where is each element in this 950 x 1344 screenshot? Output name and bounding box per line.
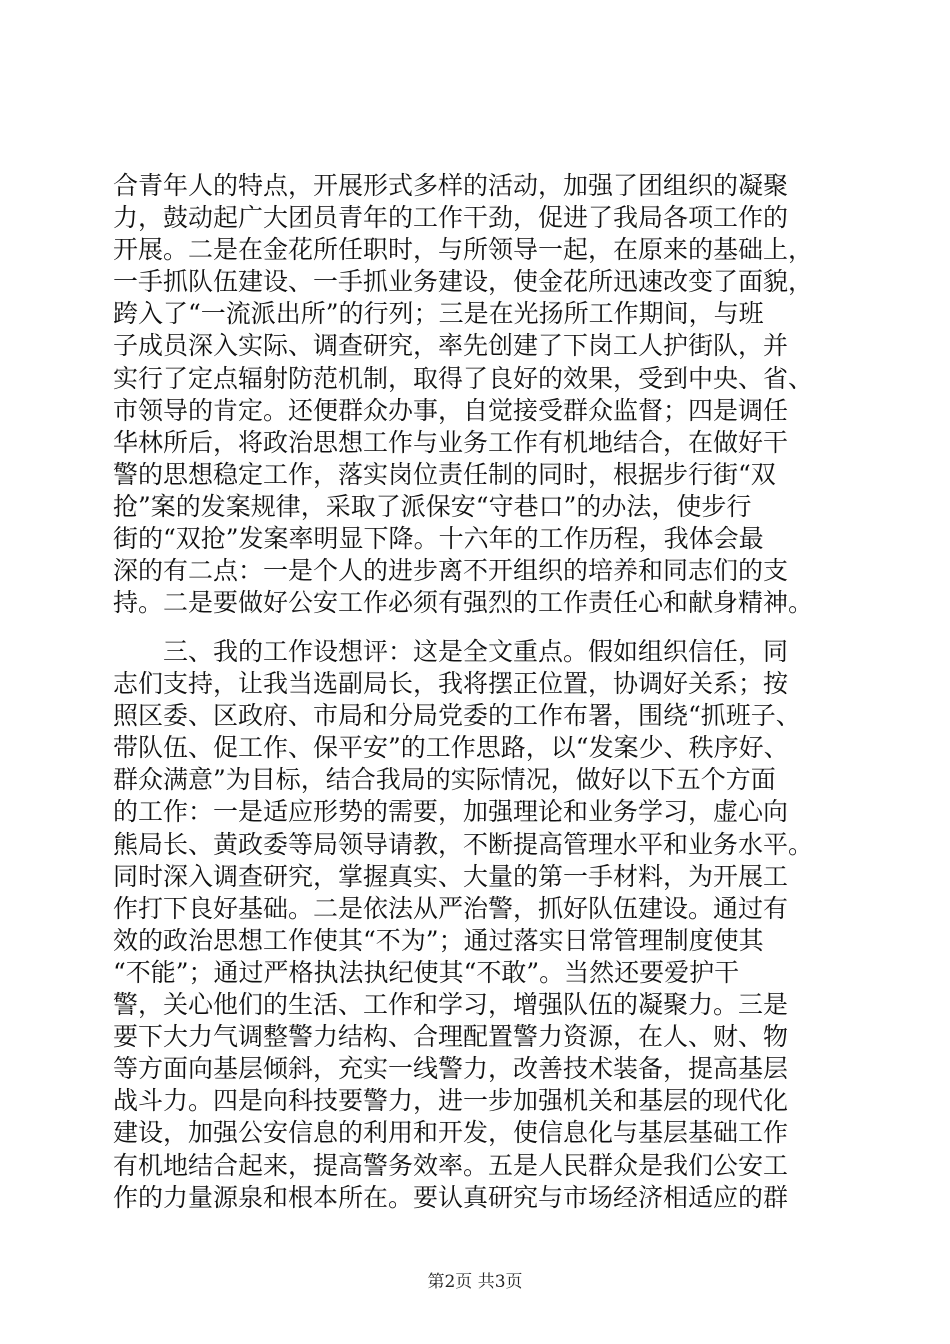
text-line: 群众满意”为目标，结合我局的实际情况，做好以下五个方面 <box>113 765 776 795</box>
text-line: 三、我的工作设想评：这是全文重点。假如组织信任，同 <box>113 637 789 666</box>
text-line: 力，鼓动起广大团员青年的工作干劲，促进了我局各项工作的 <box>113 203 789 233</box>
text-line: 深的有二点：一是个人的进步离不开组织的培养和同志们的支 <box>113 556 789 586</box>
text-line: 合青年人的特点，开展形式多样的活动，加强了团组织的凝聚 <box>113 171 789 200</box>
text-line: 建设，加强公安信息的利用和开发，使信息化与基层基础工作 <box>113 1118 789 1148</box>
text-line: 的工作：一是适应形势的需要，加强理论和业务学习，虚心向 <box>113 797 789 827</box>
text-line: “不能”；通过严格执法执纪使其“不敢”。当然还要爱护干 <box>113 957 740 987</box>
text-line: 警的思想稳定工作，落实岗位责任制的同时，根据步行街“双 <box>113 459 776 489</box>
text-line: 市领导的肯定。还便群众办事，自觉接受群众监督；四是调任 <box>113 395 789 425</box>
paragraph-work-plan <box>113 636 843 1214</box>
text-line: 等方面向基层倾斜，充实一线警力，改善技术装备，提高基层 <box>113 1054 789 1084</box>
text-line: 作打下良好基础。二是依法从严治警，抓好队伍建设。通过有 <box>113 893 789 923</box>
text-line: 作的力量源泉和根本所在。要认真研究与市场经济相适应的群 <box>113 1182 789 1212</box>
text-line: 照区委、区政府、市局和分局党委的工作布署，围绕“抓班子、 <box>113 701 801 731</box>
text-line: 持。二是要做好公安工作必须有强烈的工作责任心和献身精神。 <box>113 588 814 618</box>
text-line: 有机地结合起来，提高警务效率。五是人民群众是我们公安工 <box>113 1150 789 1180</box>
paragraph-achievements <box>113 170 843 619</box>
text-line: 同时深入调查研究，掌握真实、大量的第一手材料，为开展工 <box>113 861 789 891</box>
page-number-footer: 第2页 共3页 <box>427 1272 523 1292</box>
text-line: 熊局长、黄政委等局领导请教，不断提高管理水平和业务水平。 <box>113 829 814 859</box>
text-line: 开展。二是在金花所任职时，与所领导一起，在原来的基础上， <box>113 235 814 265</box>
text-line: 抢”案的发案规律，采取了派保安“守巷口”的办法，使步行 <box>113 491 752 521</box>
text-line: 华林所后，将政治思想工作与业务工作有机地结合，在做好干 <box>113 427 789 457</box>
text-line: 实行了定点辐射防范机制，取得了良好的效果，受到中央、省、 <box>113 363 814 393</box>
text-line: 效的政治思想工作使其“不为”；通过落实日常管理制度使其 <box>113 925 764 955</box>
text-line: 街的“双抢”发案率明显下降。十六年的工作历程，我体会最 <box>113 524 764 554</box>
text-line: 要下大力气调整警力结构、合理配置警力资源，在人、财、物 <box>113 1022 789 1052</box>
text-line: 跨入了“一流派出所”的行列；三是在光扬所工作期间，与班 <box>113 299 764 329</box>
text-line: 警，关心他们的生活、工作和学习，增强队伍的凝聚力。三是 <box>113 990 789 1020</box>
text-line: 志们支持，让我当选副局长，我将摆正位置，协调好关系；按 <box>113 669 789 699</box>
text-line: 带队伍、促工作、保平安”的工作思路，以“发案少、秩序好、 <box>113 733 789 763</box>
text-line: 一手抓队伍建设、一手抓业务建设，使金花所迅速改变了面貌， <box>113 267 814 297</box>
text-line: 战斗力。四是向科技要警力，进一步加强机关和基层的现代化 <box>113 1086 789 1116</box>
text-line: 子成员深入实际、调查研究，率先创建了下岗工人护街队，并 <box>113 331 789 361</box>
